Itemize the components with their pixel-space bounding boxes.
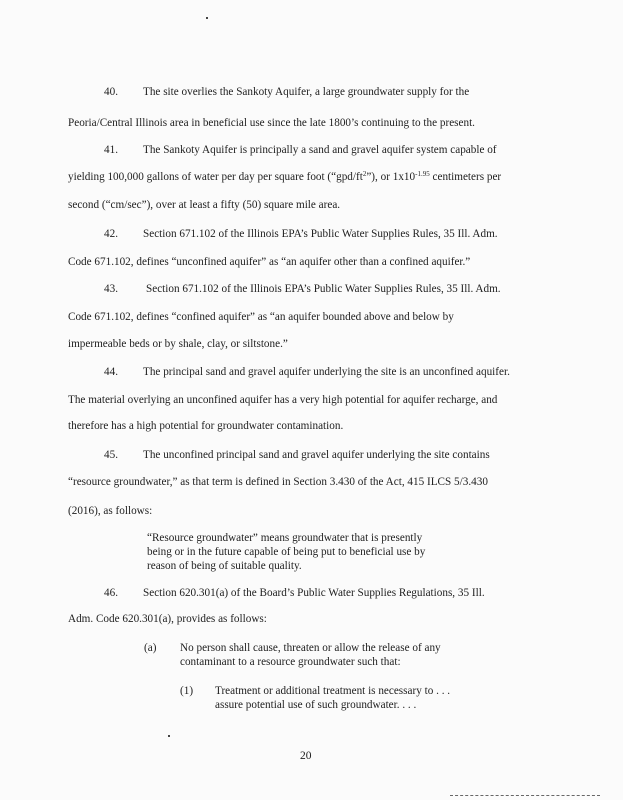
- paragraph-number: 43.: [104, 283, 118, 295]
- page-number: 20: [300, 750, 312, 762]
- subsection-label: (a): [144, 642, 157, 654]
- paragraph-line: Adm. Code 620.301(a), provides as follows:: [68, 613, 267, 625]
- block-quote-line: “Resource groundwater” means groundwater that is presently: [147, 532, 423, 544]
- subsection-line: Treatment or additional treatment is necessary to . . .: [215, 685, 451, 697]
- paragraph-number: 44.: [104, 366, 118, 378]
- paragraph-number: 42.: [104, 228, 118, 240]
- scan-speck: [168, 735, 170, 737]
- paragraph-line: second (“cm/sec”), over at least a fifty (50) square mile area.: [68, 199, 341, 211]
- paragraph-line: The material overlying an unconfined aquifer has a very high potential for aquifer recharge, and: [68, 394, 498, 406]
- paragraph-line: Code 671.102, defines “confined aquifer” as “an aquifer bounded above and below by: [68, 311, 454, 323]
- block-quote-line: reason of being of suitable quality.: [147, 560, 302, 572]
- paragraph-line: Section 671.102 of the Illinois EPA’s Public Water Supplies Rules, 35 Ill. Adm.: [146, 283, 501, 295]
- paragraph-number: 46.: [104, 587, 118, 599]
- subsection-label: (1): [180, 685, 194, 697]
- exponent: -1.95: [415, 170, 430, 178]
- paragraph-line: (2016), as follows:: [68, 505, 153, 517]
- subsection-line: contaminant to a resource groundwater such that:: [180, 656, 401, 668]
- paragraph-line: The Sankoty Aquifer is principally a sand and gravel aquifer system capable of: [143, 144, 497, 156]
- paragraph-line: The unconfined principal sand and gravel aquifer underlying the site contains: [143, 449, 490, 461]
- paragraph-line: Code 671.102, defines “unconfined aquifer” as “an aquifer other than a confined aquifer.”: [68, 256, 471, 268]
- paragraph-line: impermeable beds or by shale, clay, or siltstone.”: [68, 338, 288, 350]
- units-text: centimeters per: [429, 171, 502, 183]
- scan-edge-mark: [450, 795, 600, 796]
- paragraph-number: 41.: [104, 144, 118, 156]
- block-quote-line: being or in the future capable of being put to beneficial use by: [147, 546, 426, 558]
- units-text: ”), or 1x10: [366, 171, 416, 183]
- paragraph-number: 45.: [104, 449, 118, 461]
- paragraph-line: Section 671.102 of the Illinois EPA’s Public Water Supplies Rules, 35 Ill. Adm.: [143, 228, 498, 240]
- paragraph-number: 40.: [104, 86, 118, 98]
- paragraph-line: The principal sand and gravel aquifer underlying the site is an unconfined aquifer.: [143, 366, 510, 378]
- subsection-line: assure potential use of such groundwater. . . .: [215, 699, 417, 711]
- paragraph-line: “resource groundwater,” as that term is defined in Section 3.430 of the Act, 415 ILCS 5/3.430: [68, 476, 488, 488]
- paragraph-line-with-units: [68, 170, 501, 183]
- paragraph-line: Peoria/Central Illinois area in beneficial use since the late 1800’s continuing to the present.: [68, 117, 475, 129]
- paragraph-line: The site overlies the Sankoty Aquifer, a large groundwater supply for the: [143, 86, 470, 98]
- units-text: yielding 100,000 gallons of water per day per square foot (“gpd/ft: [68, 171, 363, 183]
- paragraph-line: Section 620.301(a) of the Board’s Public Water Supplies Regulations, 35 Ill.: [143, 587, 485, 599]
- superscript: 2: [362, 170, 367, 178]
- paragraph-line: therefore has a high potential for groundwater contamination.: [68, 420, 344, 432]
- subsection-line: No person shall cause, threaten or allow the release of any: [180, 642, 441, 654]
- scan-speck: [206, 17, 208, 19]
